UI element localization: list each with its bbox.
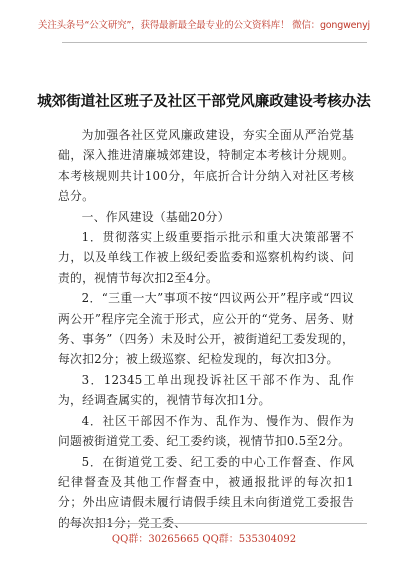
header-divider — [62, 42, 367, 43]
header-promo-text: 关注头条号“公文研究”，获得最新最全最专业的公文资料库！ 微信：gongwenyj — [38, 20, 370, 31]
clause-paragraph: 2．“三重一大”事项不按“四议两公开”程序或“四议两公开”程序完全流于形式，应公开的“党务、居务、财务、事务”（四务）未及时公开，被街道纪工委发现的，每次扣2分；被上级巡察、纪检发现的，每次扣3分。 — [58, 291, 354, 367]
document-body — [58, 125, 354, 533]
footer-divider — [62, 523, 367, 524]
clause-paragraph: 3．12345工单出现投诉社区干部不作为、乱作为，经调查属实的，视情节每次扣1分。 — [58, 372, 354, 408]
clause-paragraph: 5．在街道党工委、纪工委的中心工作督查、作风纪律督查及其他工作督查中，被通报批评的每次扣1分；外出应请假未履行请假手续且未向街道党工委报告的每次扣1分；党工委、 — [58, 454, 354, 530]
intro-paragraph: 为加强各社区党风廉政建设，夯实全面从严治党基础，深入推进清廉城郊建设，特制定本考核计分规则。本考核规则共计100分，年底折合计分纳入对社区考核总分。 — [58, 128, 354, 204]
footer-qq-groups: QQ群：30265665 QQ群：535304092 — [111, 534, 297, 545]
clause-paragraph: 1．贯彻落实上级重要指示批示和重大决策部署不力，以及单线工作被上级纪委监委和巡察机构约谈、问责的，视情节每次扣2至4分。 — [58, 230, 354, 285]
clause-paragraph: 4．社区干部因不作为、乱作为、慢作为、假作为问题被街道党工委、纪工委约谈，视情节扣0.5至2分。 — [58, 413, 354, 449]
section-heading: 一、作风建设（基础20分） — [81, 209, 230, 224]
document-title: 城郊街道社区班子及社区干部党风廉政建设考核办法 — [37, 93, 371, 110]
